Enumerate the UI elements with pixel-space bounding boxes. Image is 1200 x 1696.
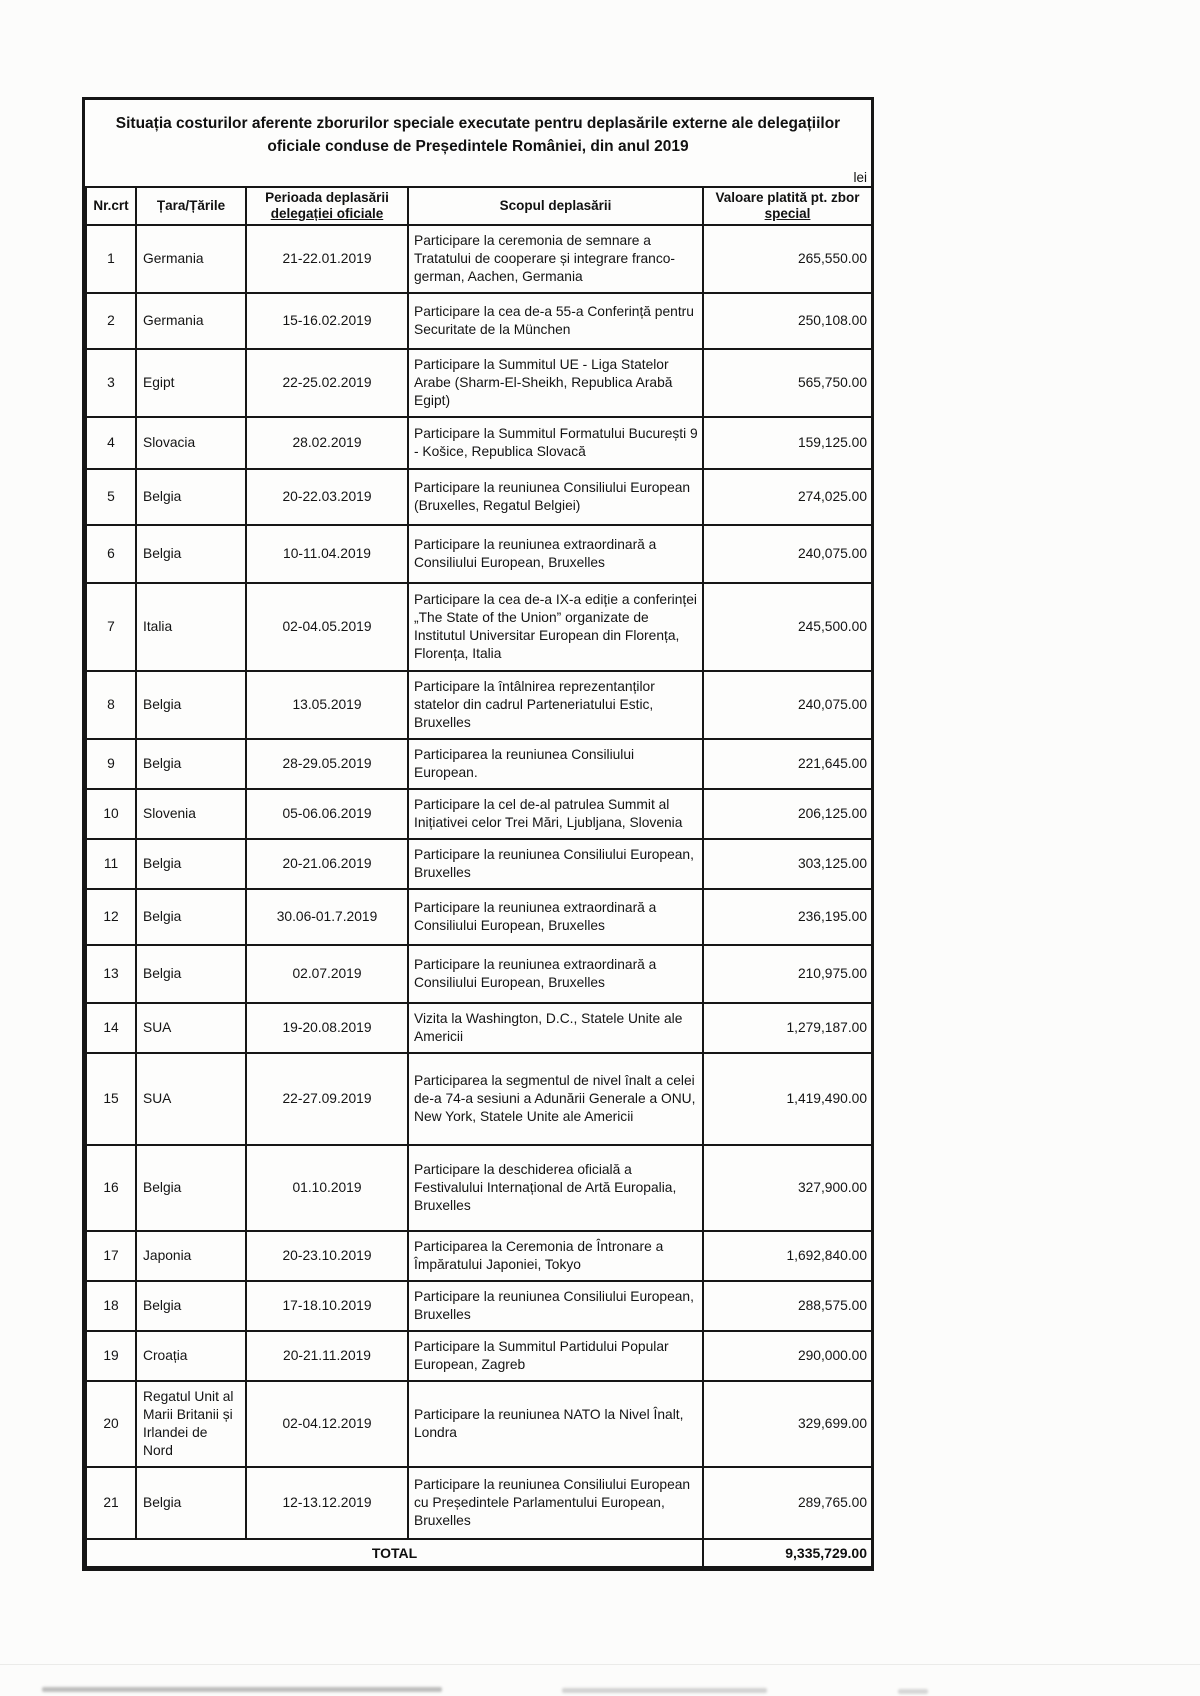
table-row (86, 349, 872, 417)
row-period: 19-20.08.2019 (246, 1003, 408, 1053)
row-purpose: Participarea la Ceremonia de Întronare a Împăratului Japoniei, Tokyo (408, 1231, 703, 1281)
row-purpose: Participare la reuniunea extraordinară a Consiliului European, Bruxelles (408, 525, 703, 583)
table-row (86, 583, 872, 671)
row-country: Belgia (136, 739, 246, 789)
header-period-line-1: Perioada deplasării (265, 190, 389, 205)
table-row (86, 1231, 872, 1281)
row-period: 02-04.05.2019 (246, 583, 408, 671)
document-title-line-2: oficiale conduse de Președintele României, din anul 2019 (267, 138, 689, 155)
table-row (86, 1467, 872, 1539)
row-period: 17-18.10.2019 (246, 1281, 408, 1331)
row-period: 15-16.02.2019 (246, 293, 408, 349)
row-country: Japonia (136, 1231, 246, 1281)
row-value: 236,195.00 (703, 889, 872, 945)
document-title-block (85, 100, 871, 186)
table-row (86, 225, 872, 293)
row-value: 288,575.00 (703, 1281, 872, 1331)
table-row (86, 1381, 872, 1467)
row-value: 1,419,490.00 (703, 1053, 872, 1145)
total-label: TOTAL (86, 1539, 703, 1567)
row-purpose: Participare la întâlnirea reprezentanților statelor din cadrul Parteneriatului Estic, Bruxelles (408, 671, 703, 739)
table-row (86, 1003, 872, 1053)
row-number: 9 (86, 739, 136, 789)
row-number: 6 (86, 525, 136, 583)
row-number: 17 (86, 1231, 136, 1281)
table-row (86, 739, 872, 789)
row-value: 221,645.00 (703, 739, 872, 789)
row-purpose: Participarea la segmentul de nivel înalt a celei de-a 74-a sesiuni a Adunării Generale a ONU, New York, Statele Unite ale Americii (408, 1053, 703, 1145)
header-period (246, 187, 408, 225)
row-number: 16 (86, 1145, 136, 1231)
row-country: Belgia (136, 525, 246, 583)
row-value: 289,765.00 (703, 1467, 872, 1539)
row-country: Belgia (136, 1281, 246, 1331)
scan-artifact (42, 1687, 442, 1692)
row-number: 13 (86, 945, 136, 1003)
row-purpose: Participare la reuniunea extraordinară a Consiliului European, Bruxelles (408, 945, 703, 1003)
row-value: 240,075.00 (703, 671, 872, 739)
header-purpose: Scopul deplasării (408, 187, 703, 225)
row-number: 4 (86, 417, 136, 469)
row-purpose: Participare la reuniunea Consiliului European, Bruxelles (408, 839, 703, 889)
row-number: 8 (86, 671, 136, 739)
document-title-line-1: Situația costurilor aferente zborurilor speciale executate pentru deplasările externe ale delegațiilor (115, 115, 841, 132)
table-row (86, 525, 872, 583)
row-country: Belgia (136, 469, 246, 525)
currency-unit-label: lei (853, 170, 867, 185)
row-period: 21-22.01.2019 (246, 225, 408, 293)
row-number: 18 (86, 1281, 136, 1331)
table-row (86, 1053, 872, 1145)
row-number: 19 (86, 1331, 136, 1381)
row-country: SUA (136, 1053, 246, 1145)
row-number: 15 (86, 1053, 136, 1145)
table-row (86, 671, 872, 739)
row-period: 22-27.09.2019 (246, 1053, 408, 1145)
row-number: 14 (86, 1003, 136, 1053)
row-purpose: Participare la reuniunea NATO la Nivel Înalt, Londra (408, 1381, 703, 1467)
row-period: 02.07.2019 (246, 945, 408, 1003)
row-number: 11 (86, 839, 136, 889)
row-period: 13.05.2019 (246, 671, 408, 739)
row-period: 12-13.12.2019 (246, 1467, 408, 1539)
row-purpose: Participare la reuniunea Consiliului European, Bruxelles (408, 1281, 703, 1331)
row-period: 20-22.03.2019 (246, 469, 408, 525)
table-body (86, 225, 872, 1539)
row-country: Belgia (136, 839, 246, 889)
table-row (86, 417, 872, 469)
row-country: Belgia (136, 671, 246, 739)
row-country: Croația (136, 1331, 246, 1381)
table-row (86, 469, 872, 525)
header-nr: Nr.crt (86, 187, 136, 225)
header-value-line-1: Valoare platită pt. zbor (715, 190, 860, 205)
row-purpose: Participare la cea de-a IX-a ediție a conferinței „The State of the Union” organizate de Institutul Universitar European din Florența, Florența, Italia (408, 583, 703, 671)
row-country: Belgia (136, 1467, 246, 1539)
row-value: 329,699.00 (703, 1381, 872, 1467)
row-purpose: Participare la reuniunea Consiliului European (Bruxelles, Regatul Belgiei) (408, 469, 703, 525)
table-row (86, 945, 872, 1003)
row-purpose: Participare la ceremonia de semnare a Tratatului de cooperare și integrare franco-german, Aachen, Germania (408, 225, 703, 293)
total-value: 9,335,729.00 (703, 1539, 872, 1567)
row-country: Slovacia (136, 417, 246, 469)
row-number: 21 (86, 1467, 136, 1539)
table-row (86, 293, 872, 349)
header-country: Țara/Țările (136, 187, 246, 225)
row-period: 20-21.11.2019 (246, 1331, 408, 1381)
row-purpose: Participare la cea de-a 55-a Conferință pentru Securitate de la München (408, 293, 703, 349)
row-period: 28.02.2019 (246, 417, 408, 469)
row-purpose: Participarea la reuniunea Consiliului European. (408, 739, 703, 789)
row-value: 565,750.00 (703, 349, 872, 417)
table-row (86, 1281, 872, 1331)
row-period: 02-04.12.2019 (246, 1381, 408, 1467)
row-period: 01.10.2019 (246, 1145, 408, 1231)
total-row (86, 1539, 872, 1567)
row-period: 28-29.05.2019 (246, 739, 408, 789)
row-value: 250,108.00 (703, 293, 872, 349)
row-country: Belgia (136, 945, 246, 1003)
row-value: 274,025.00 (703, 469, 872, 525)
scan-artifact-line (0, 1664, 1200, 1665)
row-country: Slovenia (136, 789, 246, 839)
table-row (86, 1145, 872, 1231)
row-purpose: Vizita la Washington, D.C., Statele Unite ale Americii (408, 1003, 703, 1053)
row-country: Germania (136, 225, 246, 293)
row-number: 5 (86, 469, 136, 525)
row-country: Belgia (136, 889, 246, 945)
row-value: 327,900.00 (703, 1145, 872, 1231)
header-value (703, 187, 872, 225)
header-value-line-2: special (764, 206, 811, 221)
row-purpose: Participare la reuniunea Consiliului European cu Președintele Parlamentului European, Bruxelles (408, 1467, 703, 1539)
flight-costs-document (82, 97, 874, 1571)
row-value: 290,000.00 (703, 1331, 872, 1381)
row-purpose: Participare la deschiderea oficială a Festivalului Internațional de Artă Europalia, Bruxelles (408, 1145, 703, 1231)
row-value: 245,500.00 (703, 583, 872, 671)
row-value: 1,279,187.00 (703, 1003, 872, 1053)
row-period: 22-25.02.2019 (246, 349, 408, 417)
row-value: 1,692,840.00 (703, 1231, 872, 1281)
scan-artifact (898, 1689, 928, 1694)
row-country: Regatul Unit al Marii Britanii și Irlandei de Nord (136, 1381, 246, 1467)
row-purpose: Participare la Summitul UE - Liga Statelor Arabe (Sharm-El-Sheikh, Republica Arabă Egipt) (408, 349, 703, 417)
row-purpose: Participare la Summitul Formatului București 9 - Košice, Republica Slovacă (408, 417, 703, 469)
row-number: 10 (86, 789, 136, 839)
row-purpose: Participare la cel de-al patrulea Summit al Inițiativei celor Trei Mări, Ljubljana, Slovenia (408, 789, 703, 839)
row-country: Egipt (136, 349, 246, 417)
row-country: Germania (136, 293, 246, 349)
row-value: 240,075.00 (703, 525, 872, 583)
table-row (86, 789, 872, 839)
row-value: 206,125.00 (703, 789, 872, 839)
row-country: Belgia (136, 1145, 246, 1231)
row-period: 30.06-01.7.2019 (246, 889, 408, 945)
row-period: 20-21.06.2019 (246, 839, 408, 889)
costs-table (85, 186, 873, 1568)
row-number: 7 (86, 583, 136, 671)
row-purpose: Participare la reuniunea extraordinară a Consiliului European, Bruxelles (408, 889, 703, 945)
row-period: 20-23.10.2019 (246, 1231, 408, 1281)
row-value: 159,125.00 (703, 417, 872, 469)
table-row (86, 889, 872, 945)
row-number: 2 (86, 293, 136, 349)
table-header-row (86, 187, 872, 225)
row-period: 10-11.04.2019 (246, 525, 408, 583)
header-period-line-2: delegației oficiale (270, 206, 384, 221)
row-number: 12 (86, 889, 136, 945)
row-country: Italia (136, 583, 246, 671)
row-number: 3 (86, 349, 136, 417)
row-purpose: Participare la Summitul Partidului Popular European, Zagreb (408, 1331, 703, 1381)
scan-artifact (562, 1688, 767, 1693)
row-number: 20 (86, 1381, 136, 1467)
table-row (86, 1331, 872, 1381)
row-number: 1 (86, 225, 136, 293)
row-period: 05-06.06.2019 (246, 789, 408, 839)
row-value: 210,975.00 (703, 945, 872, 1003)
row-value: 265,550.00 (703, 225, 872, 293)
row-country: SUA (136, 1003, 246, 1053)
row-value: 303,125.00 (703, 839, 872, 889)
table-row (86, 839, 872, 889)
